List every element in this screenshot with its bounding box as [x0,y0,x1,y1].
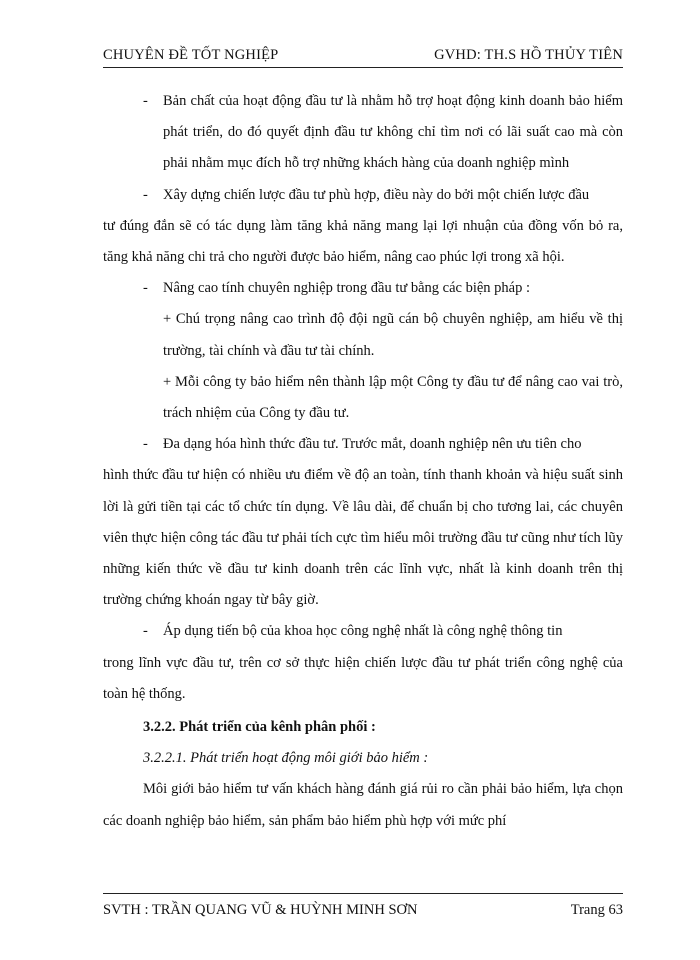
header-advisor: GVHD: TH.S HỒ THỦY TIÊN [434,47,623,63]
subsection-heading: 3.2.2.1. Phát triển hoạt động môi giới bảo hiểm : [143,750,429,767]
footer-authors: SVTH : TRẦN QUANG VŨ & HUỲNH MINH SƠN [103,902,418,918]
bullet-dash: - [143,93,148,109]
bullet-dash: - [143,186,148,203]
bullet-dash: - [143,280,148,297]
page-header [103,43,623,68]
header-title: CHUYÊN ĐỀ TỐT NGHIỆP [103,47,279,63]
bullet-item [103,86,623,180]
page-footer [103,893,623,920]
section-heading: 3.2.2. Phát triển của kênh phân phối : [143,719,376,736]
page-body [103,86,623,837]
bullet-item [103,616,623,647]
bullet-dash: - [143,623,148,640]
sub-item: + Mỗi công ty bảo hiểm nên thành lập một Công ty đầu tư để nâng cao vai trò, trách nhiệm của Công ty đầu tư. [163,373,623,422]
bullet-dash: - [143,436,148,453]
bullet-text: Nâng cao tính chuyên nghiệp trong đầu tư bằng các biện pháp : [163,280,531,297]
bullet-text: Xây dựng chiến lược đầu tư phù hợp, điều này do bởi một chiến lược đầu [163,186,590,203]
bullet-text: Đa dạng hóa hình thức đầu tư. Trước mắt, doanh nghiệp nên ưu tiên cho [163,436,582,453]
page-number: Trang 63 [570,902,623,918]
bullet-continuation: trong lĩnh vực đầu tư, trên cơ sở thực hiện chiến lược đầu tư phát triển công nghệ của toàn hệ thống. [103,654,623,702]
bullet-item [103,180,623,211]
bullet-item [103,429,623,460]
bullet-item [103,273,623,304]
bullet-text: Áp dụng tiến bộ của khoa học công nghệ nhất là công nghệ thông tin [163,623,563,640]
sub-item: + Chú trọng nâng cao trình độ đội ngũ cán bộ chuyên nghiệp, am hiểu về thị trường, tài chính và đầu tư tài chính. [163,311,623,359]
paragraph: Môi giới bảo hiểm tư vấn khách hàng đánh giá rủi ro cần phải bảo hiểm, lựa chọn các doanh nghiệp bảo hiểm, sản phẩm bảo hiểm phù hợp với mức phí [103,781,623,829]
bullet-text: Bản chất của hoạt động đầu tư là nhằm hỗ trợ hoạt động kinh doanh bảo hiểm phát triển, do đó quyết định đầu tư không chỉ tìm nơi có lãi suất cao mà còn phải nhằm mục đích hỗ trợ những khách hàng của doanh nghiệp mình [163,93,623,172]
bullet-continuation: tư đúng đắn sẽ có tác dụng làm tăng khả năng mang lại lợi nhuận của đồng vốn bỏ ra, tăng khả năng chi trả cho người được bảo hiểm, nâng cao phúc lợi trong xã hội. [103,217,623,266]
bullet-continuation: hình thức đầu tư hiện có nhiều ưu điểm về độ an toàn, tính thanh khoản và hiệu suất sinh lời là gửi tiền tại các tổ chức tín dụng. Về lâu dài, để chuẩn bị cho tương lai, các chuyên viên thực hiện công tác đầu tư phải tích cực tìm hiểu môi trường đầu tư cũng như tích lũy những kiến thức về đầu tư kinh doanh trên các lĩnh vực, nhất là kinh doanh trên thị trường chứng khoán ngay từ bây giờ. [103,467,623,609]
